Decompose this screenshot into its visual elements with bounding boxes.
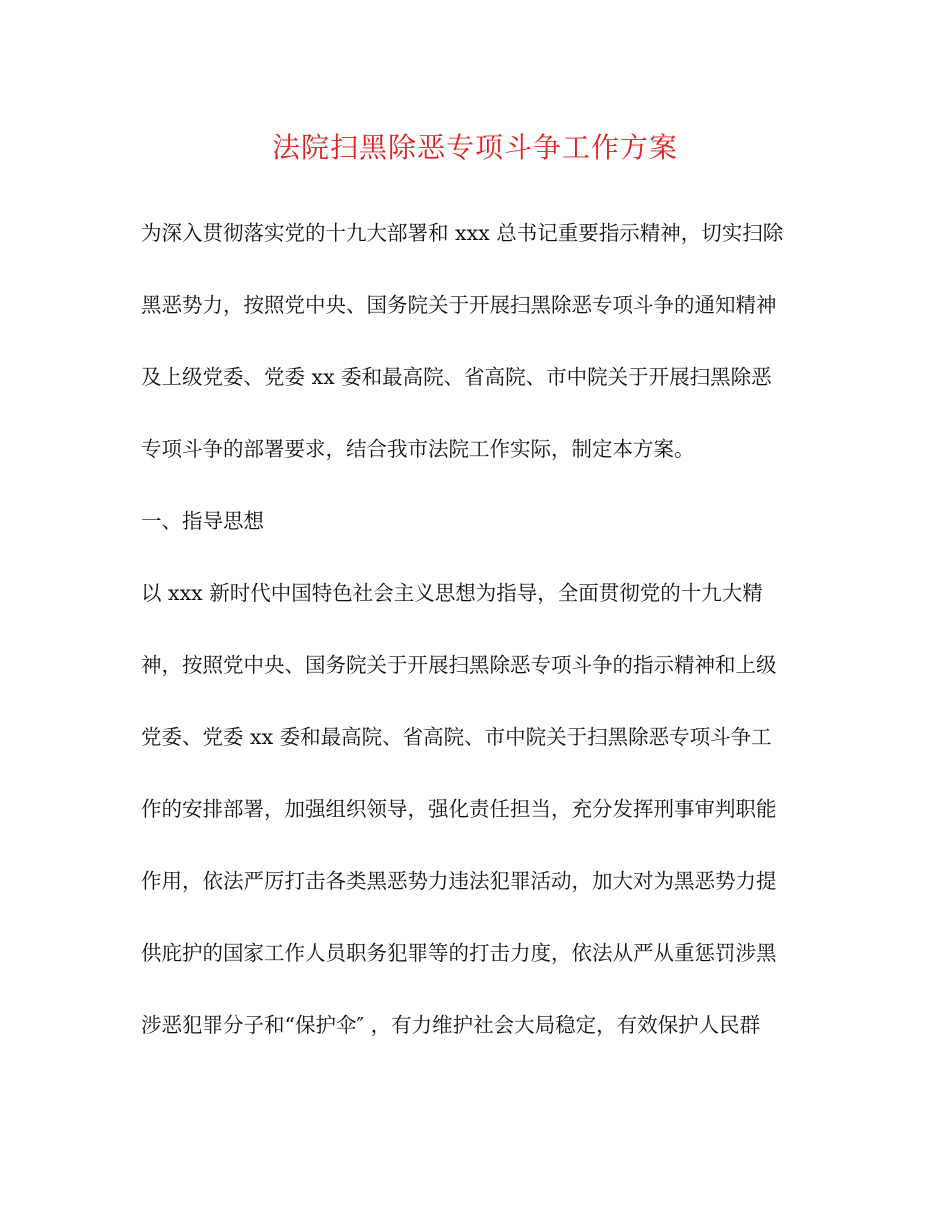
body-line: 党委、党委 xx 委和最高院、省高院、市中院关于扫黑除恶专项斗争工 xyxy=(141,725,772,749)
body-line: 为深入贯彻落实党的十九大部署和 xxx 总书记重要指示精神，切实扫除 xyxy=(141,221,784,245)
body-line: 神，按照党中央、国务院关于开展扫黑除恶专项斗争的指示精神和上级 xyxy=(141,653,777,677)
section-heading: 一、指导思想 xyxy=(141,509,264,533)
body-line: 作用，依法严厉打击各类黑恶势力违法犯罪活动，加大对为黑恶势力提 xyxy=(141,869,777,893)
body-line: 以 xxx 新时代中国特色社会主义思想为指导，全面贯彻党的十九大精 xyxy=(141,581,763,605)
body-line: 涉恶犯罪分子和“保护伞″ ，有力维护社会大局稳定，有效保护人民群 xyxy=(141,1013,761,1037)
body-line: 作的安排部署，加强组织领导，强化责任担当，充分发挥刑事审判职能 xyxy=(141,797,777,821)
document-title: 法院扫黑除恶专项斗争工作方案 xyxy=(271,131,678,164)
body-line: 及上级党委、党委 xx 委和最高院、省高院、市中院关于开展扫黑除恶 xyxy=(141,365,772,389)
body-line: 黑恶势力，按照党中央、国务院关于开展扫黑除恶专项斗争的通知精神 xyxy=(141,293,777,317)
body-line: 供庇护的国家工作人员职务犯罪等的打击力度，依法从严从重惩罚涉黑 xyxy=(141,941,777,965)
body-line: 专项斗争的部署要求，结合我市法院工作实际，制定本方案。 xyxy=(141,437,695,461)
